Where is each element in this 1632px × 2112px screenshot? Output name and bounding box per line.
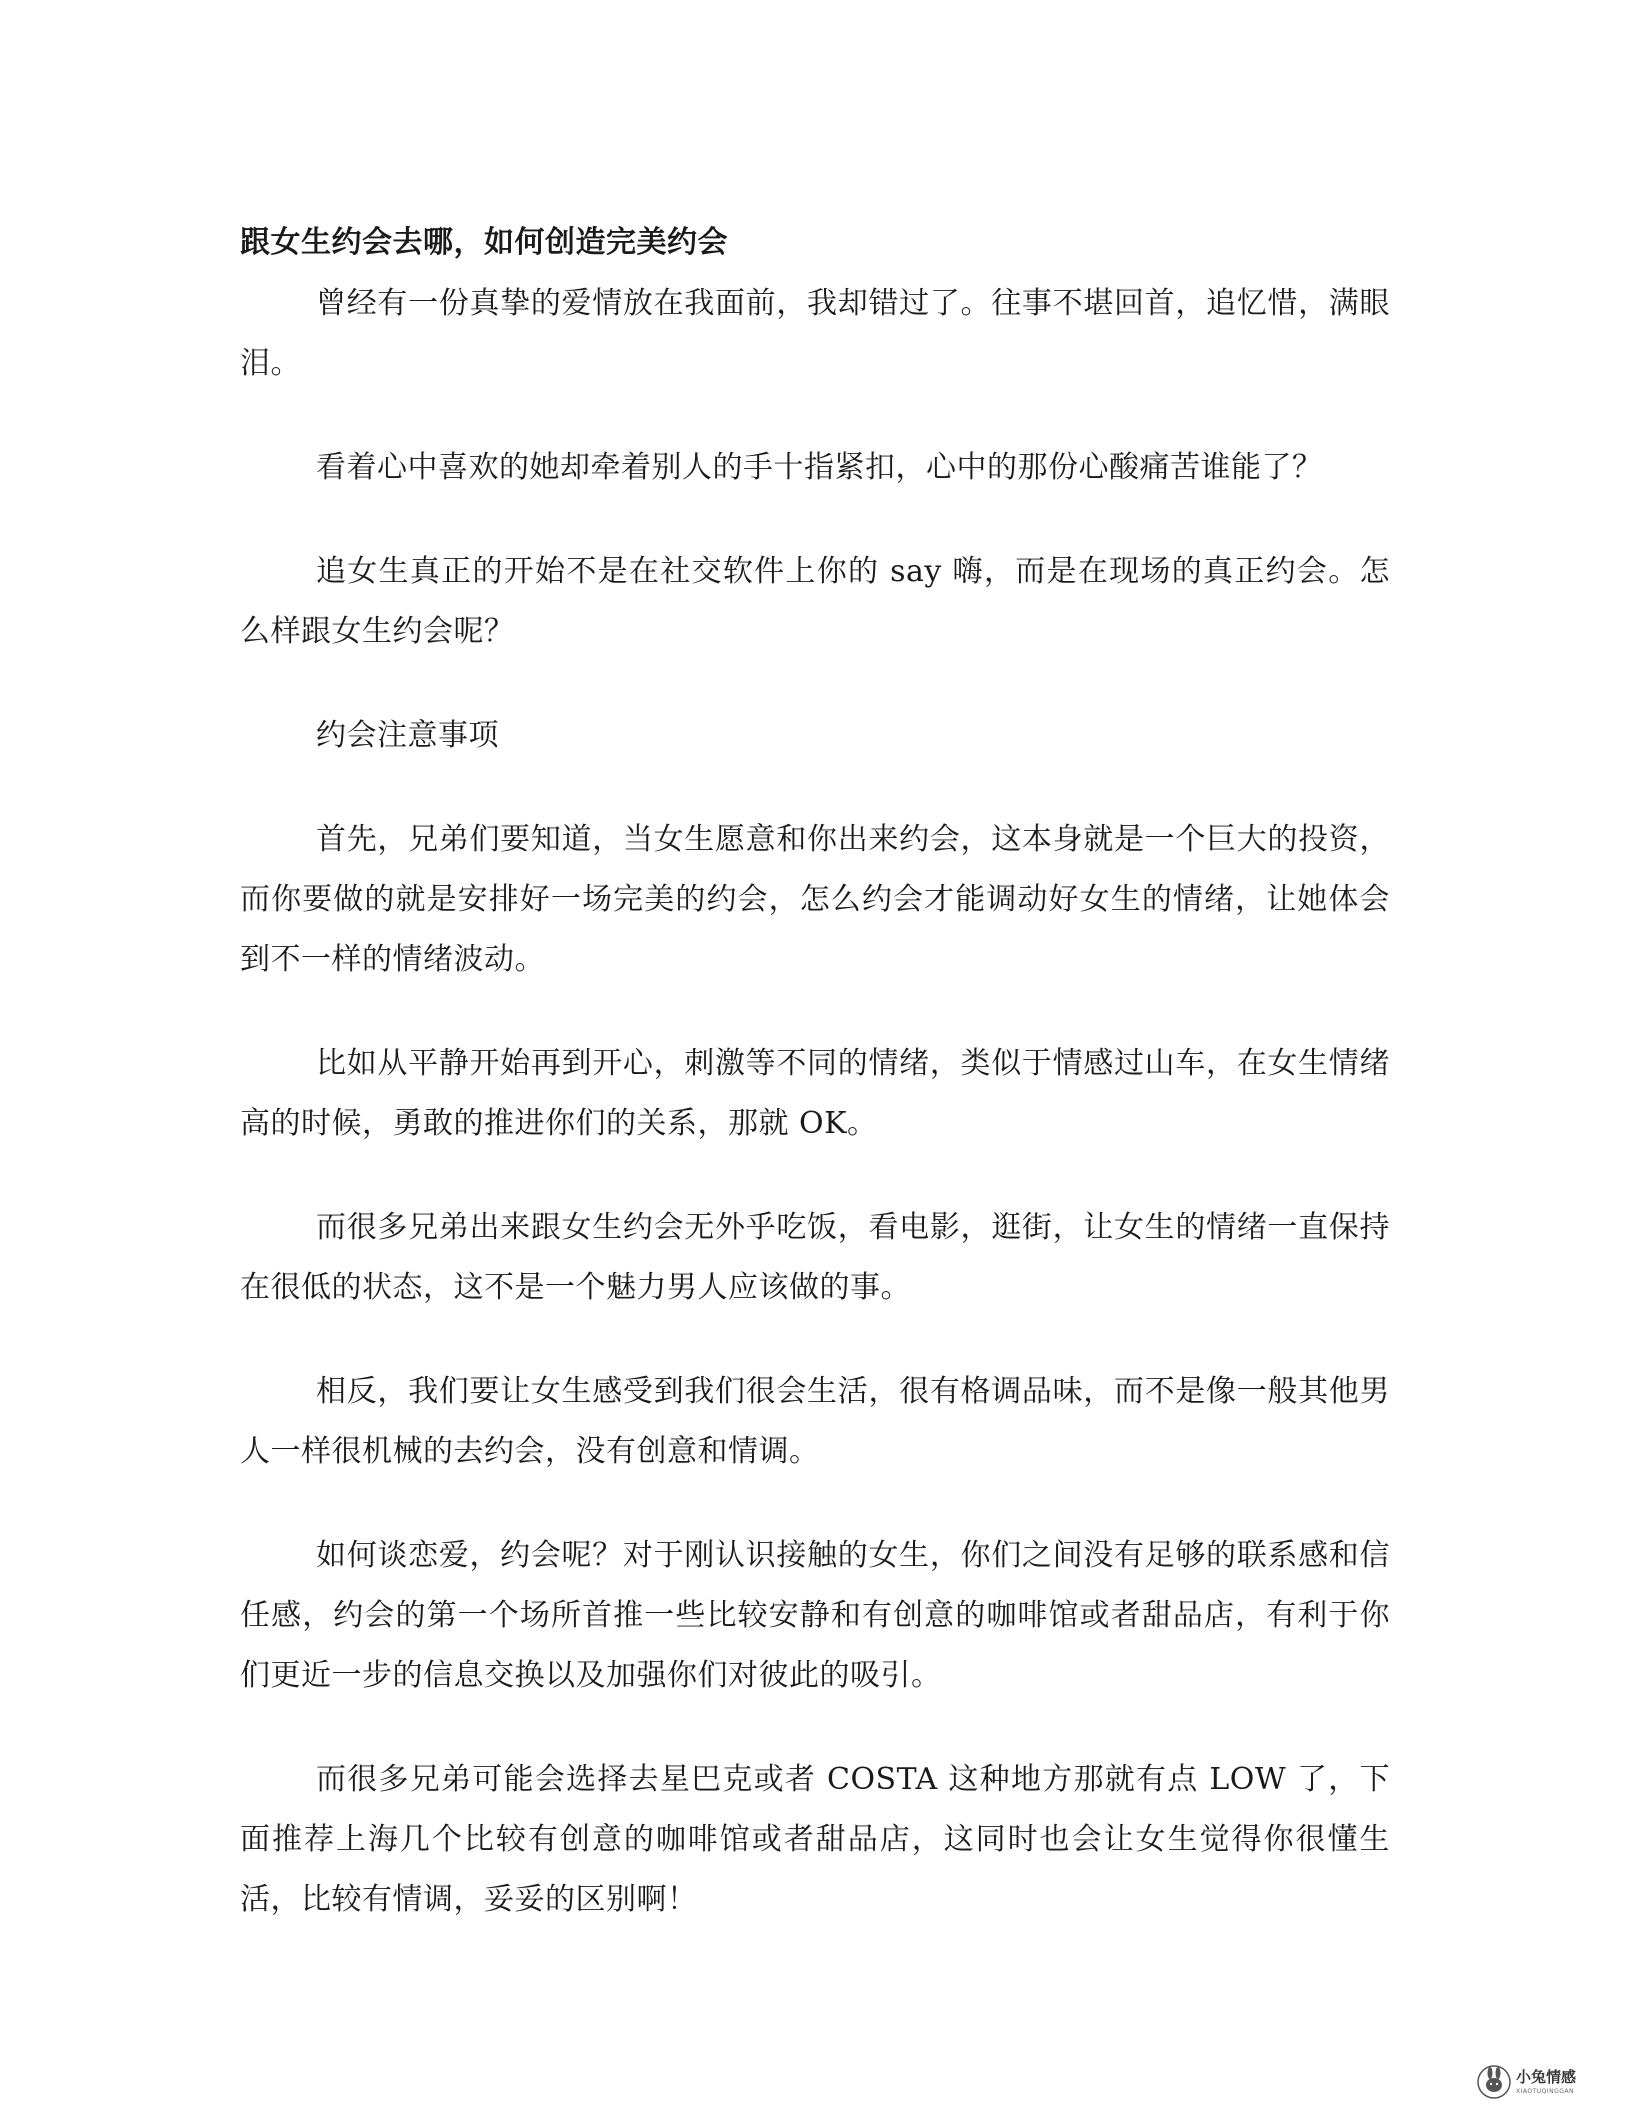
watermark-name: 小兔情感 [1516, 2068, 1577, 2086]
paragraph: 比如从平静开始再到开心，刺激等不同的情绪，类似于情感过山车，在女生情绪高的时候，勇敢的推进你们的关系，那就 OK。 [240, 1046, 1390, 1141]
watermark [1476, 2060, 1612, 2104]
paragraph: 如何谈恋爱，约会呢？对于刚认识接触的女生，你们之间没有足够的联系感和信任感，约会的第一个场所首推一些比较安静和有创意的咖啡馆或者甜品店，有利于你们更近一步的信息交换以及加强你们对彼此的吸引。 [240, 1538, 1390, 1693]
paragraph: 曾经有一份真挚的爱情放在我面前，我却错过了。往事不堪回首，追忆惜，满眼泪。 [240, 286, 1390, 381]
document-title: 跟女生约会去哪，如何创造完美约会 [240, 225, 728, 260]
paragraph: 相反，我们要让女生感受到我们很会生活，很有格调品味，而不是像一般其他男人一样很机械的去约会，没有创意和情调。 [240, 1374, 1390, 1469]
paragraph: 追女生真正的开始不是在社交软件上你的 say 嗨，而是在现场的真正约会。怎么样跟女生约会呢？ [240, 554, 1390, 649]
paragraph: 首先，兄弟们要知道，当女生愿意和你出来约会，这本身就是一个巨大的投资，而你要做的就是安排好一场完美的约会，怎么约会才能调动好女生的情绪，让她体会到不一样的情绪波动。 [240, 822, 1390, 977]
section-heading: 约会注意事项 [316, 718, 499, 753]
paragraph: 看着心中喜欢的她却牵着别人的手十指紧扣，心中的那份心酸痛苦谁能了？ [316, 450, 1323, 485]
paragraph: 而很多兄弟可能会选择去星巴克或者 COSTA 这种地方那就有点 LOW 了，下面推荐上海几个比较有创意的咖啡馆或者甜品店，这同时也会让女生觉得你很懂生活，比较有情调，妥妥的区别啊！ [240, 1762, 1390, 1917]
paragraph: 而很多兄弟出来跟女生约会无外乎吃饭，看电影，逛街，让女生的情绪一直保持在很低的状态，这不是一个魅力男人应该做的事。 [240, 1210, 1390, 1305]
rabbit-logo-icon [1476, 2064, 1512, 2100]
document-page [240, 222, 1390, 1974]
watermark-subtitle: XIAOTUQINGGAN [1516, 2088, 1575, 2095]
